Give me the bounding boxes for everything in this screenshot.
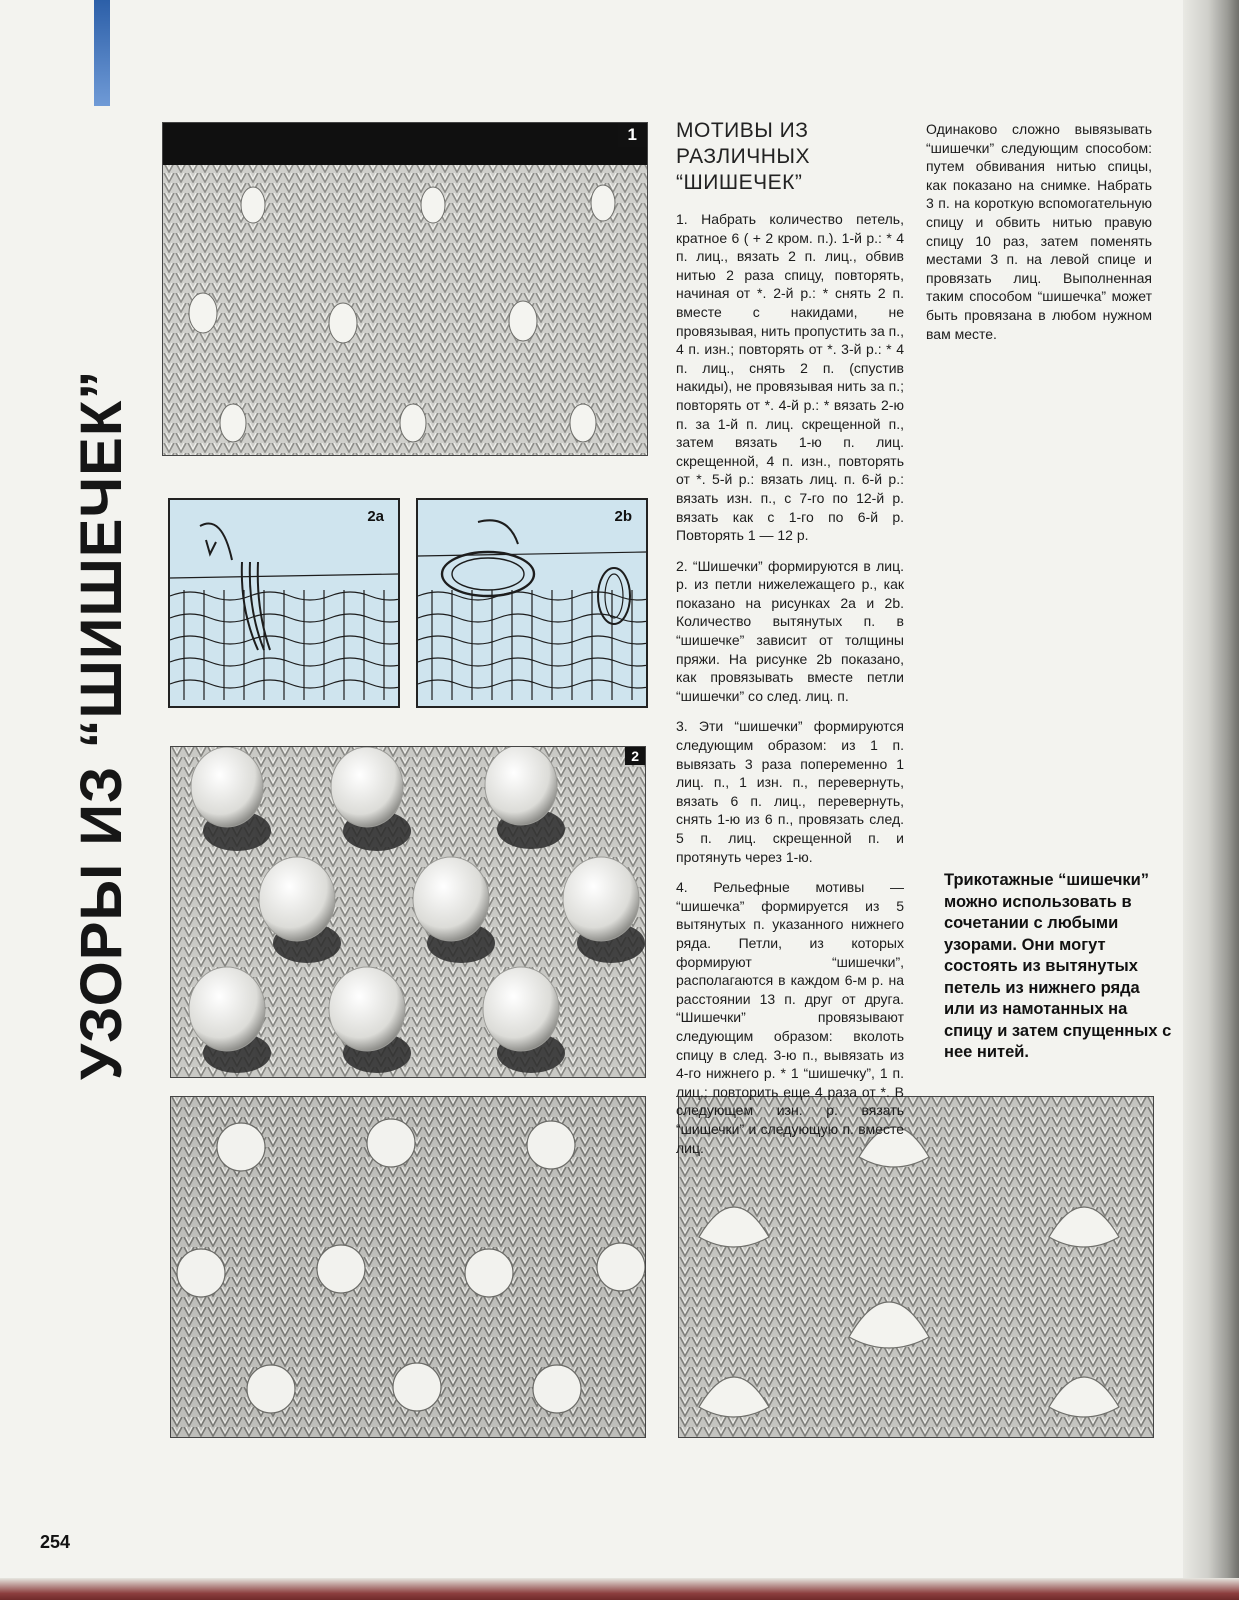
- paragraph-1: 1. Набрать количество петель, кратное 6 ( + 2 кром. п.). 1-й р.: * 4 п. лиц., вязать 2 п. лиц., обвив нитью 2 раза спицу, повторять, начиная от *. 2-й р.: * снять 2 п. вместе с накидами, не провязывая, нить пропустить за п., 4 п. изн.; повторять от *. 3-й р.: * 4 п. лиц., снять 2 п. (спустив накиды), не провязывая нить за п.; повторять от *. 4-й р.: * вязать 2-ю п. за 1-й п. лиц. скрещенной п., затем вязать 1-ю п. лиц. скрещенной, 4 п. изн., повторять от *. 5-й р.: вязать лиц. п. 6-й р.: вязать изн. п., с 7-го по 12-й р. вязать как с 1-го по 6-й р. Повторять 1 — 12 р.: [676, 211, 904, 544]
- paragraph-5: Одинаково сложно вывязывать “шишечки” следующим способом: путем обвивания нитью спицы, как показано на снимке. Набрать 3 п. на короткую вспомогательную спицу и обвить нитью правую спицу 10 раз, затем поменять местами 3 п. на левой спице и провязать лиц. Выполненная таким способом “шишечка” может быть провязана в любом нужном вам месте.: [926, 121, 1152, 342]
- photo-number-badge: 2: [625, 747, 645, 765]
- section-title: УЗОРЫ ИЗ “ШИШЕЧЕК”: [69, 369, 134, 1080]
- paragraph-3: 3. Эти “шишечки” формируются следующим образом: из 1 п. вывязать 3 раза попеременно 1 лиц. п., 1 изн. п., перевернуть, вязать 6 п. лиц., перевернуть, снять 1-ю из 6 п., провязать след. 5 п. лиц. скрещенной п. и протянуть через 1-ю.: [676, 718, 904, 865]
- paragraph-4: 4. Рельефные мотивы — “шишечка” формируется из 5 вытянутых п. указанного нижнего ряда. Петли, из которых формируют “шишечки”, располагаются в каждом 6-м р. на расстоянии 13 п. друг от друга. “Шишечки” провязывают следующим образом: вколоть спицу в след. 3-ю п., вывязать из 4-го нижнего р. * 1 “шишечку”, 1 п. лиц.; повторить еще 4 раза от *. В следующем изн. р. вязать “шишечки” и следующую п. вместе лиц.: [676, 879, 904, 1156]
- diagram-label: 2b: [614, 508, 632, 525]
- photo-sample-2: [170, 746, 646, 1078]
- blue-accent-bar: [94, 0, 110, 106]
- diagram-label: 2a: [367, 508, 384, 525]
- photo-sample-3: [170, 1096, 646, 1438]
- photo-number-badge: 1: [618, 123, 647, 147]
- page-number: 254: [40, 1532, 71, 1552]
- lead-text: Трикотажные “шишечки” можно использовать в сочетании с любыми узорами. Они могут состоять из вытянутых петель из нижнего ряда или из намотанных на спицу и затем спущенных с нее нитей.: [944, 871, 1172, 1061]
- diagram-2b: [416, 498, 648, 708]
- binding-shadow: [1183, 0, 1239, 1600]
- paragraph-2: 2. “Шишечки” формируются в лиц. р. из петли нижележащего р., как показано на рисунках 2а и 2b. Количество вытянутых п. в “шишечке” зависит от толщины пряжи. На рисунке 2b показано, как провязывать вместе петли “шишечки” со след. лиц. п.: [676, 557, 904, 704]
- photo-sample-1: [162, 122, 648, 456]
- diagram-2a: [168, 498, 400, 708]
- article-column-2: [926, 120, 1152, 355]
- article-heading: МОТИВЫ ИЗ РАЗЛИЧНЫХ “ШИШЕЧЕК”: [676, 119, 810, 194]
- article-column-1: [676, 118, 904, 1169]
- page-bottom-edge: [0, 1578, 1239, 1600]
